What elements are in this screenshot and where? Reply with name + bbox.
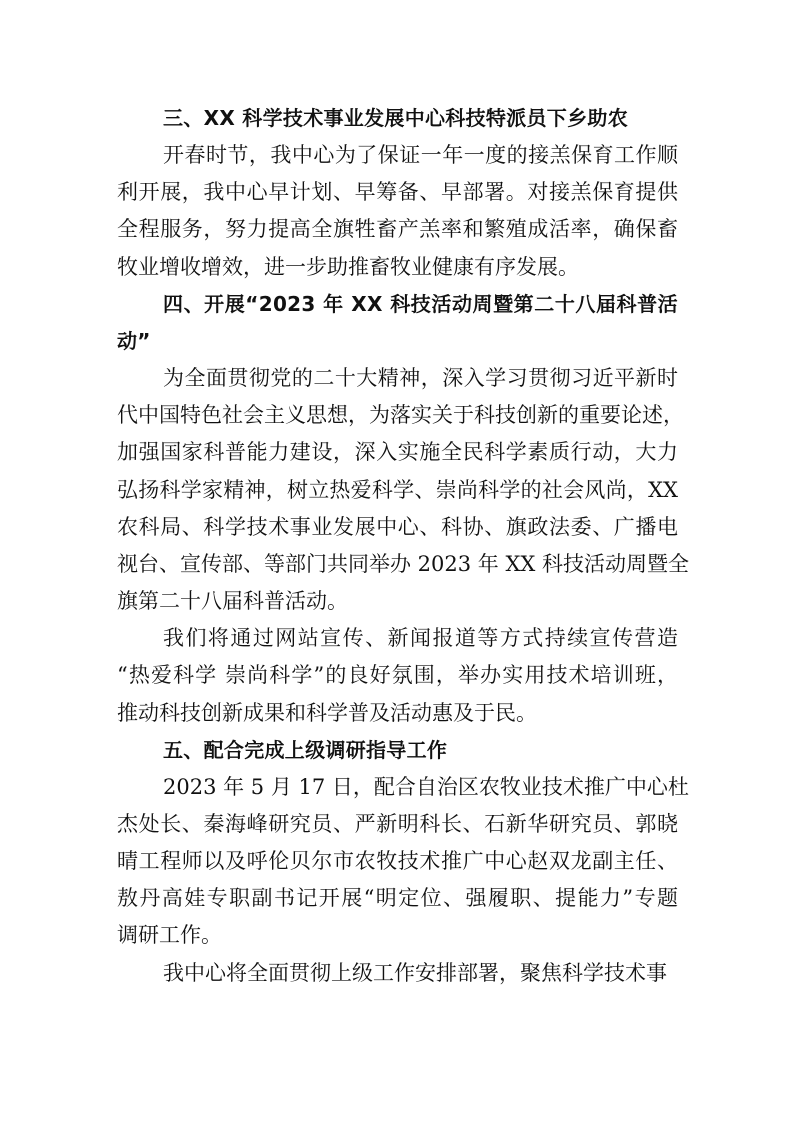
paragraph-line: 为全面贯彻党的二十大精神，深入学习贯彻习近平新时 bbox=[163, 366, 678, 391]
paragraph-line: 我中心将全面贯彻上级工作安排部署，聚焦科学技术事 bbox=[163, 960, 667, 985]
paragraph bbox=[117, 360, 690, 620]
paragraph-line: 杰处长、秦海峰研究员、严新明科长、石新华研究员、郭晓 bbox=[117, 811, 678, 836]
section-heading bbox=[117, 100, 678, 137]
paragraph bbox=[117, 769, 689, 955]
paragraph-line: 牧业增收增效，进一步助推畜牧业健康有序发展。 bbox=[117, 254, 579, 279]
paragraph-line: 旗第二十八届科普活动。 bbox=[117, 589, 348, 614]
paragraph-line: 利开展，我中心早计划、早筹备、早部署。对接羔保育提供 bbox=[117, 180, 678, 205]
heading-line: 五、配合完成上级调研指导工作 bbox=[163, 737, 448, 762]
paragraph bbox=[117, 137, 678, 286]
heading-line: 三、XX 科学技术事业发展中心科技特派员下乡助农 bbox=[163, 106, 629, 130]
document-body bbox=[117, 100, 690, 992]
paragraph-line: 弘扬科学家精神，树立热爱科学、崇尚科学的社会风尚，XX bbox=[117, 477, 678, 502]
paragraph-line: 代中国特色社会主义思想，为落实关于科技创新的重要论述， bbox=[117, 403, 684, 428]
paragraph bbox=[117, 955, 678, 992]
paragraph-line: 农科局、科学技术事业发展中心、科协、旗政法委、广播电 bbox=[117, 514, 678, 539]
paragraph-line: “热爱科学 崇尚科学”的良好氛围，举办实用技术培训班， bbox=[117, 663, 678, 688]
paragraph-line: 全程服务，努力提高全旗牲畜产羔率和繁殖成活率，确保畜 bbox=[117, 217, 678, 242]
paragraph-line: 晴工程师以及呼伦贝尔市农牧技术推广中心赵双龙副主任、 bbox=[117, 849, 678, 874]
section-heading bbox=[117, 732, 678, 769]
paragraph-line: 视台、宣传部、等部门共同举办 2023 年 XX 科技活动周暨全 bbox=[117, 551, 690, 576]
section-heading bbox=[117, 286, 678, 360]
paragraph-line: 推动科技创新成果和科学普及活动惠及于民。 bbox=[117, 700, 537, 725]
paragraph bbox=[117, 620, 678, 731]
heading-line: 动” bbox=[117, 328, 151, 353]
paragraph-line: 加强国家科普能力建设，深入实施全民科学素质行动，大力 bbox=[117, 440, 678, 465]
paragraph-line: 我们将通过网站宣传、新闻报道等方式持续宣传营造 bbox=[163, 626, 678, 651]
paragraph-line: 调研工作。 bbox=[117, 923, 222, 948]
heading-line: 四、开展“2023 年 XX 科技活动周暨第二十八届科普活 bbox=[163, 291, 678, 316]
paragraph-line: 2023 年 5 月 17 日，配合自治区农牧业技术推广中心杜 bbox=[163, 774, 689, 799]
paragraph-line: 开春时节，我中心为了保证一年一度的接羔保育工作顺 bbox=[163, 143, 678, 168]
paragraph-line: 敖丹高娃专职副书记开展“明定位、强履职、提能力”专题 bbox=[117, 886, 678, 911]
